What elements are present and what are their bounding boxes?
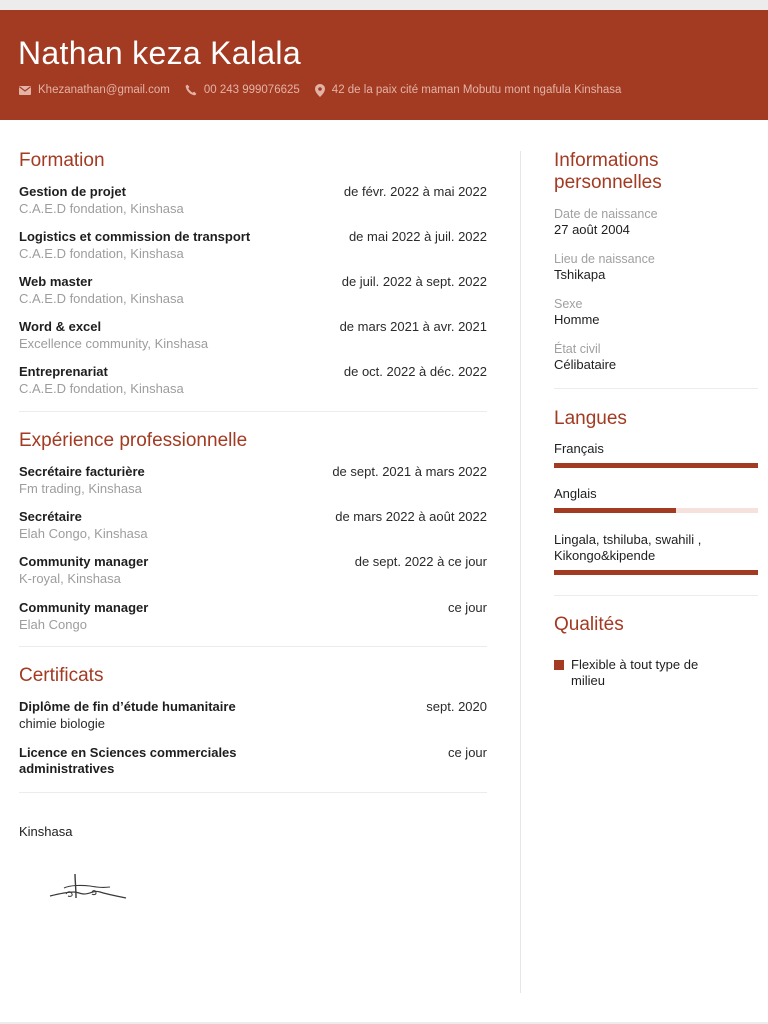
section-title-qualities: Qualités (554, 614, 624, 635)
entry-title: Logistics et commission de transport (19, 229, 251, 244)
entry-date: sept. 2020 (426, 699, 487, 714)
language-level-fill (554, 508, 676, 513)
contact-phone[interactable] (185, 84, 300, 96)
quality-item (554, 657, 758, 689)
entry-place: Fm trading, Kinshasa (19, 481, 142, 496)
entry-place: Elah Congo, Kinshasa (19, 526, 148, 541)
language-level-fill (554, 570, 758, 575)
section-title-languages: Langues (554, 408, 627, 429)
birth-date-label: Date de naissance (554, 207, 658, 221)
contact-email[interactable] (19, 84, 170, 96)
birth-place-value: Tshikapa (554, 267, 606, 282)
section-divider (554, 595, 758, 596)
language-name: Français (554, 441, 604, 456)
phone-icon (185, 84, 197, 96)
entry-date: de févr. 2022 à mai 2022 (343, 184, 487, 199)
language-item (554, 532, 758, 564)
entry-date: ce jour (447, 600, 487, 615)
entry-date: de juil. 2022 à sept. 2022 (341, 274, 487, 289)
experience-entry (19, 554, 487, 587)
entry-date: de sept. 2022 à ce jour (354, 554, 487, 569)
entry-date: ce jour (447, 745, 487, 760)
language-level-bar (554, 463, 758, 468)
certificate-entry (19, 699, 487, 732)
entry-title: Secrétaire (19, 509, 82, 524)
quality-text-continued: milieu (571, 673, 605, 688)
sex-value: Homme (554, 312, 600, 327)
entry-title: Word & excel (19, 319, 102, 334)
address-text: 42 de la paix cité maman Mobutu mont ngafula Kinshasa (331, 84, 622, 96)
entry-title-continued: administratives (19, 761, 115, 776)
column-divider (520, 151, 521, 993)
phone-text: 00 243 999076625 (203, 84, 300, 96)
envelope-icon (19, 86, 31, 95)
header-banner (0, 10, 768, 120)
resume-page (0, 10, 768, 1022)
formation-entry (19, 274, 487, 307)
language-name: Lingala, tshiluba, swahili , (554, 532, 702, 547)
entry-place: C.A.E.D fondation, Kinshasa (19, 201, 184, 216)
entry-place: C.A.E.D fondation, Kinshasa (19, 291, 184, 306)
entry-title: Secrétaire facturière (19, 464, 145, 479)
entry-place: K-royal, Kinshasa (19, 571, 121, 586)
section-title-personal-line1: Informations (554, 150, 659, 171)
section-title-certificats: Certificats (19, 665, 104, 686)
map-pin-icon (315, 84, 325, 97)
entry-title: Licence en Sciences commerciales (19, 745, 237, 760)
language-item (554, 486, 758, 502)
formation-entry (19, 229, 487, 262)
language-name-continued: Kikongo&kipende (554, 548, 656, 563)
entry-title: Community manager (19, 554, 149, 569)
contact-address[interactable] (315, 84, 622, 97)
birth-date-value: 27 août 2004 (554, 222, 630, 237)
quality-text: Flexible à tout type de (571, 657, 699, 672)
section-divider (19, 792, 487, 793)
language-level-fill (554, 463, 758, 468)
experience-entry (19, 600, 487, 633)
section-title-personal-line2: personnelles (554, 172, 662, 193)
section-divider (19, 646, 487, 647)
entry-title: Diplôme de fin d’étude humanitaire (19, 699, 236, 714)
formation-entry (19, 319, 487, 352)
language-item (554, 441, 758, 457)
entry-date: de mars 2021 à avr. 2021 (339, 319, 487, 334)
entry-date: de oct. 2022 à déc. 2022 (343, 364, 487, 379)
experience-entry (19, 509, 487, 542)
entry-place: C.A.E.D fondation, Kinshasa (19, 381, 184, 396)
formation-entry (19, 364, 487, 397)
certificate-entry (19, 745, 487, 777)
candidate-name: Nathan keza Kalala (18, 35, 301, 71)
entry-title: Gestion de projet (19, 184, 126, 199)
sex-label: Sexe (554, 297, 583, 311)
email-text: Khezanathan@gmail.com (38, 84, 170, 96)
entry-place: C.A.E.D fondation, Kinshasa (19, 246, 184, 261)
signature-image (44, 868, 134, 904)
section-divider (554, 388, 758, 389)
contact-bar (19, 82, 636, 98)
language-level-bar (554, 570, 758, 575)
formation-entry (19, 184, 487, 217)
language-level-bar (554, 508, 758, 513)
section-title-experience: Expérience professionnelle (19, 430, 248, 451)
signature-city: Kinshasa (19, 824, 73, 839)
section-title-formation: Formation (19, 150, 105, 171)
experience-entry (19, 464, 487, 497)
entry-place: Excellence community, Kinshasa (19, 336, 209, 351)
square-bullet-icon (554, 660, 564, 670)
civil-status-label: État civil (554, 342, 601, 356)
entry-date: de sept. 2021 à mars 2022 (332, 464, 487, 479)
entry-title: Entreprenariat (19, 364, 108, 379)
entry-place: chimie biologie (19, 716, 105, 731)
entry-date: de mars 2022 à août 2022 (335, 509, 487, 524)
entry-date: de mai 2022 à juil. 2022 (348, 229, 487, 244)
entry-place: Elah Congo (19, 617, 87, 632)
entry-title: Community manager (19, 600, 149, 615)
entry-title: Web master (19, 274, 93, 289)
section-divider (19, 411, 487, 412)
civil-status-value: Célibataire (554, 357, 617, 372)
birth-place-label: Lieu de naissance (554, 252, 655, 266)
language-name: Anglais (554, 486, 597, 501)
